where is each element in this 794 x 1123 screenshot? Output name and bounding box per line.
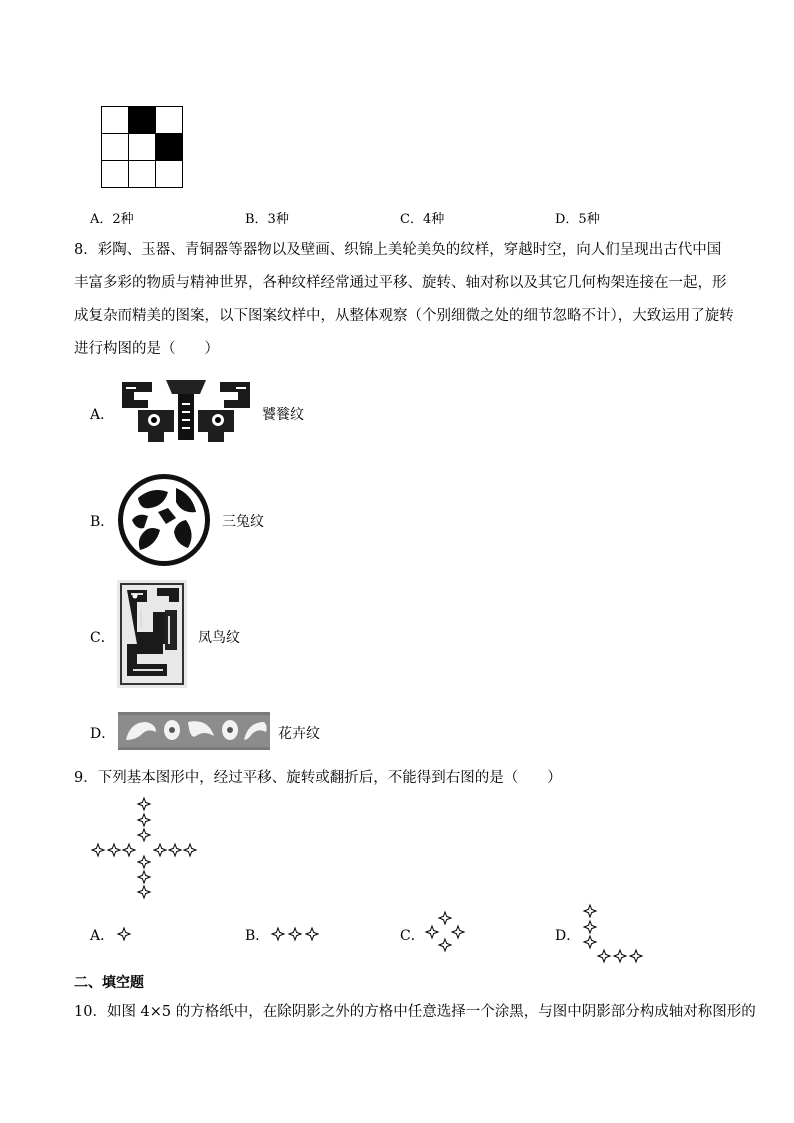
phoenix-bird-pattern-image [117, 580, 187, 688]
flower-pattern-image [118, 712, 270, 750]
q9-option-c-letter: C． [400, 928, 425, 944]
q9-option-a-star-figure [116, 926, 132, 942]
grid-cell [156, 161, 183, 188]
q9-option-b-letter: B． [245, 928, 270, 944]
q9-option-a-letter: A． [90, 928, 115, 944]
grid-cell [102, 107, 129, 134]
taotie-pattern-image [118, 376, 254, 448]
q9-option-b-stars-figure [270, 926, 320, 942]
grid-cell [102, 134, 129, 161]
q7-option-b: B．3种 [245, 212, 289, 227]
q8-option-c-letter: C． [90, 630, 115, 646]
q9-option-d-stars-figure [580, 903, 644, 965]
q7-option-c: C．4种 [400, 212, 445, 227]
section-title-fill-in: 二、填空题 [74, 975, 144, 991]
grid-cell [102, 161, 129, 188]
q8-option-d-letter: D． [90, 726, 116, 742]
q8-option-a-caption: 饕餮纹 [262, 407, 304, 423]
q9-option-d-letter: D． [555, 928, 581, 944]
q10-stem: 10．如图 4×5 的方格纸中，在除阴影之外的方格中任意选择一个涂黑，与图中阴影部分构成轴对称图形的 [74, 1004, 756, 1020]
q9-cross-figure [90, 796, 200, 900]
q9-stem: 9．下列基本图形中，经过平移、旋转或翻折后，不能得到右图的是（ ） [74, 770, 562, 786]
q8-option-b-letter: B． [90, 514, 115, 530]
q8-option-a-letter: A． [90, 407, 115, 423]
q7-option-d: D．5种 [555, 212, 600, 227]
grid-cell [129, 134, 156, 161]
grid-cell [129, 161, 156, 188]
grid-cell-shaded [129, 107, 156, 134]
q8-option-b-caption: 三兔纹 [222, 514, 264, 530]
q8-option-d-caption: 花卉纹 [278, 726, 320, 742]
q7-grid-figure [101, 106, 183, 188]
grid-cell [156, 107, 183, 134]
q9-option-c-stars-figure [424, 910, 468, 954]
q8-stem: 8．彩陶、玉器、青铜器等器物以及壁画、织锦上美轮美奂的纹样，穿越时空，向人们呈现出古代中国丰富多彩的物质与精神世界，各种纹样经常通过平移、旋转、轴对称以及其它几何构架连接在一起，形成复杂而精美的图案，以下图案纹样中，从整体观察（个别细微之处的细节忽略不计），大致运用了旋转进行构图的是（ ） [74, 242, 734, 357]
q8-option-c-caption: 凤鸟纹 [198, 630, 240, 646]
q7-option-a: A．2种 [90, 212, 134, 227]
grid-cell-shaded [156, 134, 183, 161]
three-rabbit-pattern-image [116, 472, 212, 568]
